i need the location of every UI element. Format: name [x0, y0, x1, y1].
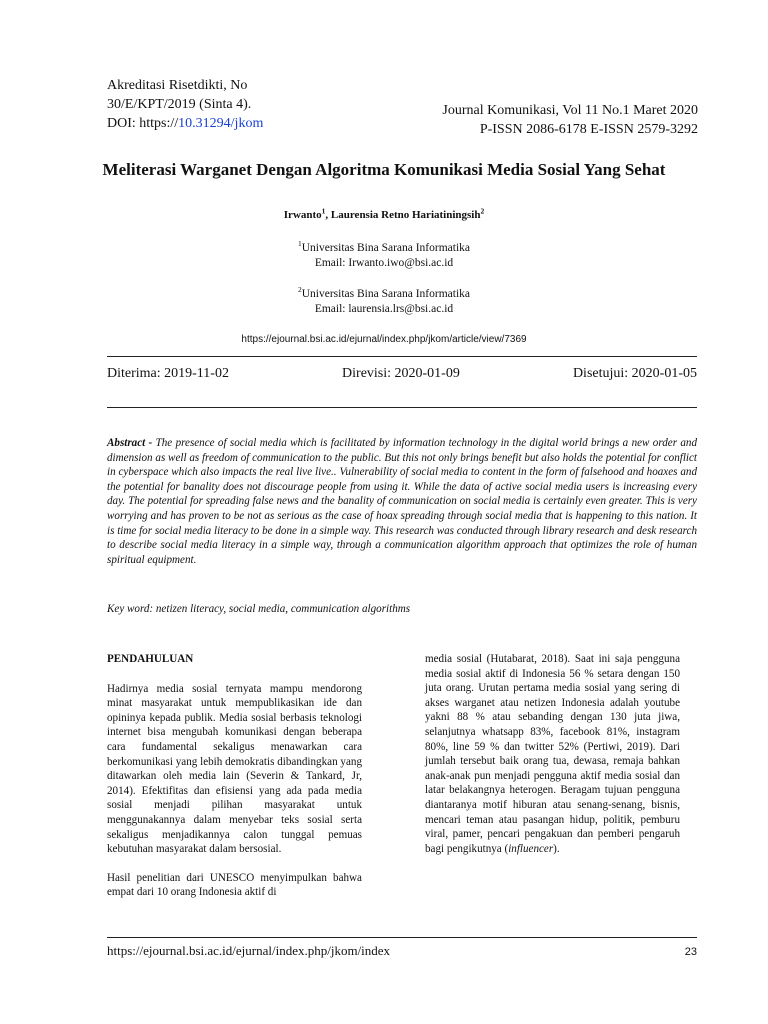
author-affil-mark: 1 [321, 206, 326, 216]
footer [107, 943, 697, 959]
doi-label: DOI: https:// [107, 116, 179, 131]
accreditation-line: Akreditasi Risetdikti, No [107, 78, 248, 93]
paper-title: Meliterasi Warganet Dengan Algoritma Komunikasi Media Sosial Yang Sehat [102, 160, 666, 179]
author-name: Irwanto [283, 209, 322, 221]
abstract [107, 436, 697, 567]
keywords: Key word: netizen literacy, social media, communication algorithms [107, 603, 411, 615]
date-approved: Disetujui: 2020-01-05 [572, 366, 697, 381]
footer-url[interactable]: https://ejournal.bsi.ac.id/ejurnal/index.php/jkom/index [107, 943, 391, 958]
abstract-text: The presence of social media which is facilitated by information technology in the digital world brings a new order and dimension as well as freedom of communication to the public. But this not only brings benefit but also holds the potential for conflict in cyberspace which also impacts the real live live.. Vulnerability of social media to content in the form of falsehood and hoaxes and the potential for banality does not discourage people from using it. While the data of active social media users is increasing every day. The potential for spreading false news and the banality of communication on social media is certainly even greater. This is very worrying and has proven to be not as serious as the case of hoax spreading through social media that is happening to this nation. It is time for social media literacy to be done in a simple way. This research was conducted through library research and desk research to describe social media literacy in a simple way, through a communication algorithm approach that optimizes the role of human spiritual equipment. [107, 437, 697, 566]
affiliation-institution-line [0, 287, 768, 302]
journal-info [442, 101, 698, 139]
date-received: Diterima: 2019-11-02 [107, 366, 229, 381]
affiliation-institution-line [0, 241, 768, 256]
affiliation-email: Email: laurensia.lrs@bsi.ac.id [314, 303, 454, 315]
page-number: 23 [684, 946, 697, 958]
submission-dates [107, 366, 697, 382]
journal-issn: P-ISSN 2086-6178 E-ISSN 2579-3292 [479, 122, 698, 137]
body-paragraph: Hadirnya media sosial ternyata mampu mendorong minat masyarakat untuk mempublikasikan ide dan opininya kepada publik. Media sosial berbasis teknologi internet bisa mengubah komunikasi dengan beberapa cara fundamental sekaligus menawarkan cara berkomunikasi yang lebih demokratis dibandingkan yang ditawarkan oleh media lain (Severin & Tankard, Jr, 2014). Efektifitas dan efisiensi yang ada pada media sosial menjadi pilihan masyarakat untuk menggunakannya dalam menyebar teks sosial serta sekaligus menjadikannya calon tunggal pemuas kebutuhan masyarakat dalam bersosial. [107, 682, 362, 856]
accreditation-decree: 30/E/KPT/2019 (Sinta 4). [107, 97, 252, 112]
body-column-left [107, 652, 362, 914]
affiliation-email: Email: Irwanto.iwo@bsi.ac.id [314, 257, 454, 269]
affiliation-institution: Universitas Bina Sarana Informatika [301, 242, 471, 254]
date-revised: Direvisi: 2020-01-09 [342, 366, 460, 381]
body-text: ). [553, 842, 560, 855]
section-heading: PENDAHULUAN [107, 653, 194, 665]
author-line [0, 206, 768, 221]
author-separator: , [325, 209, 331, 221]
affiliation [0, 241, 768, 271]
article-url[interactable]: https://ejournal.bsi.ac.id/ejurnal/index.php/jkom/article/view/7369 [241, 334, 527, 345]
author-affil-mark: 2 [480, 206, 485, 216]
body-text: media sosial (Hutabarat, 2018). Saat ini saja pengguna media sosial aktif di Indonesia 56 % setara dengan 150 juta orang. Urutan pertama media sosial yang sering di akses warganet atau netizen Indonesia adalah youtube yakni 88 % atau sebanding dengan 130 juta jiwa, selanjutnya whatsapp 83%, facebook 81%, instagram 80%, line 59 % dan twitter 52% (Pertiwi, 2019). Dari jumlah tersebut baik orang tua, dewasa, remaja bahkan anak-anak pun menjadi pengguna aktif media sosial dan latar belakangnya heterogen. Beragam tujuan pengguna diantaranya motif hiburan atau senang-senang, bisnis, mencari teman atau pasangan hidup, politik, pemburu viral, pamer, pencari pengakuan dan pemberi pengaruh bagi pengikutnya ( [425, 653, 680, 855]
doi-link[interactable]: 10.31294/jkom [178, 116, 264, 131]
footer-divider [107, 937, 697, 938]
author-name: Laurensia Retno Hariatiningsih [330, 209, 481, 221]
doi-line [107, 114, 263, 133]
affiliation [0, 287, 768, 317]
divider-bottom [107, 407, 697, 408]
abstract-label: Abstract - [107, 437, 153, 449]
journal-volume: Journal Komunikasi, Vol 11 No.1 Maret 2020 [442, 103, 698, 118]
affiliation-institution: Universitas Bina Sarana Informatika [301, 288, 471, 300]
body-paragraph [425, 652, 680, 856]
body-italic-term: influencer [508, 842, 554, 855]
accreditation-block [107, 76, 263, 133]
body-paragraph: Hasil penelitian dari UNESCO menyimpulkan bahwa empat dari 10 orang Indonesia aktif di [107, 871, 362, 899]
affiliation-mark: 2 [297, 285, 302, 295]
body-column-right [425, 652, 680, 870]
affiliation-mark: 1 [297, 239, 302, 249]
divider-top [107, 356, 697, 357]
